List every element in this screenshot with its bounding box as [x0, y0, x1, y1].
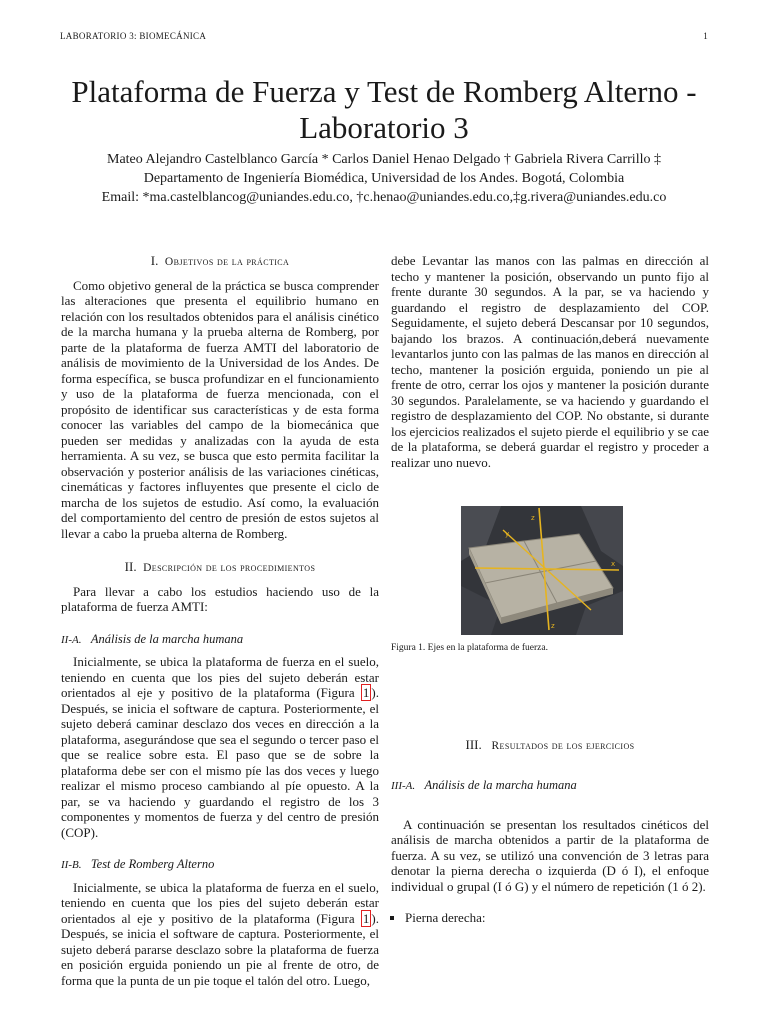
- running-header: [60, 31, 708, 41]
- svg-text:z: z: [531, 514, 535, 522]
- force-plate-illustration: [461, 506, 623, 635]
- bullet-list: [391, 910, 709, 926]
- paper-title: Plataforma de Fuerza y Test de Romberg Alterno - Laboratorio 3: [71, 74, 697, 145]
- figure-ref-link[interactable]: 1: [362, 685, 370, 700]
- section-heading: I. Objetivos de la práctica: [150, 253, 290, 268]
- section-heading: III. Resultados de los ejercicios: [465, 736, 635, 752]
- right-column: [391, 253, 709, 926]
- figure: [391, 506, 709, 630]
- figure-caption: Figura 1. Ejes en la plataforma de fuerza.: [391, 643, 548, 653]
- author-block: [40, 150, 728, 207]
- section-body: Como objetivo general de la práctica se busca comprender las alteraciones que presenta el equilibrio humano en relación con los resultados obtenidos para el análisis cinético de la marcha humana y la prueba alterna de Romberg, por parte de la plataforma de fuerza AMTI del laboratorio de análisis de movimiento de la Universidad de los Andes. De forma específica, se busca profundizar en el funcionamiento y uso de la plataforma de fuerza mencionada, con el propósito de identificar sus características y de esta forma conocer las variables del campo de la biomecánica que pueden ser medidas y analizadas con la ayuda de esta herramienta. A su vez, se busca que esto permita facilitar la observación y posterior análisis de las variaciones cinéticas, cinemáticas y factores influyentes que presente el ciclo de marcha de los sujetos de estudio. Así como, la evaluación del comportamiento del centro de presión de estos sujetos al llevar a cabo la prueba alterna de Romberg.: [61, 277, 379, 541]
- subsection-heading: III-A. Análisis de la marcha humana: [391, 778, 577, 792]
- subsection-heading: II-B. Test de Romberg Alterno: [61, 857, 215, 871]
- author-emails: Email: *ma.castelblancog@uniandes.edu.co, †c.henao@uniandes.edu.co,‡g.rivera@uniandes.edu.co: [101, 190, 667, 205]
- subsection-heading: II-A. Análisis de la marcha humana: [61, 631, 244, 646]
- list-item: ▪ Pierna derecha:: [405, 910, 709, 926]
- section-body: A continuación se presentan los resultados cinéticos del análisis de marcha obtenidos a partir de la plataforma de fuerza. A su vez, se utilizó una convención de 3 letras para denotar la pierna derecha o izquierda (D ó I), el enfoque individual o grupal (I ó G) y el número de repetición (1 ó 2).: [391, 816, 709, 894]
- left-column: [61, 253, 379, 988]
- page-number: 1: [703, 31, 708, 41]
- section-heading: II. Descripción de los procedimientos: [124, 559, 316, 574]
- svg-text:z: z: [551, 622, 555, 630]
- running-title: LABORATORIO 3: BIOMECÁNICA: [60, 31, 207, 41]
- affiliation: Departamento de Ingeniería Biomédica, Universidad de los Andes. Bogotá, Colombia: [143, 171, 625, 186]
- figure-ref-link[interactable]: 1: [362, 910, 370, 926]
- svg-text:y: y: [505, 530, 510, 538]
- force-plate-photo: [461, 506, 623, 635]
- author-names: Mateo Alejandro Castelblanco García * Carlos Daniel Henao Delgado † Gabriela Rivera Carrillo ‡: [107, 152, 661, 167]
- section-body: Inicialmente, se ubica la plataforma de fuerza en el suelo, teniendo en cuenta que los pies del sujeto deberán estar orientados al eje y positivo de la plataforma (Figura 1 ). Después, se inicia el software de captura. Posteriormente, el sujeto deberá caminar desclazo dos veces en dirección a la plataforma, asegurándose que sea el segundo o tercer paso el que se realice sobre esta. El paso que se de sobre la plataforma debe ser con el mismo píe las dos veces y luego realizar el mismo proceso cambiando al píe opuesto. A la par, se va haciendo y guardando el registro de los 3 componentes y momentos de fuerza y del centro de presión (COP).: [61, 654, 379, 840]
- svg-text:x: x: [611, 560, 616, 568]
- section-body: Para llevar a cabo los estudios haciendo uso de la plataforma de fuerza AMTI:: [61, 583, 379, 614]
- section-body-continued: debe Levantar las manos con las palmas en dirección al techo y mantener la posición, observando un punto fijo al frente durante 30 segundos. A la par, se va haciendo y guardando el registro de desplazamiento del COP. Seguidamente, el sujeto deberá Descansar por 10 segundos, bajando los brazos. A continuación,deberá nuevamente levantarlos junto con las palmas de las manos en dirección al techo, mantener la posición erguida, poniendo un pie al frente de otro, cerrar los ojos y mantener la posición durante 30 segundos. Paralelamente, se va haciendo y guardando el registro de desplazamiento del COP. No obstante, si durante los ejercicios realizados el sujeto pierde el equilibrio y se cae de la plataforma, se deberá guardar el registro y proceder a realizar uno nuevo.: [391, 253, 709, 470]
- section-body: Inicialmente, se ubica la plataforma de fuerza en el suelo, teniendo en cuenta que los pies del sujeto deberán estar orientados al eje y positivo de la plataforma (Figura 1 ). Después, se inicia el software de captura. Posteriormente, el sujeto deberá pararse desclazo sobre la plataforma de fuerza en posición erguida poniendo un pie al frente de otro, de forma que la punta de un pie toque el talón del otro. Luego,: [61, 879, 379, 988]
